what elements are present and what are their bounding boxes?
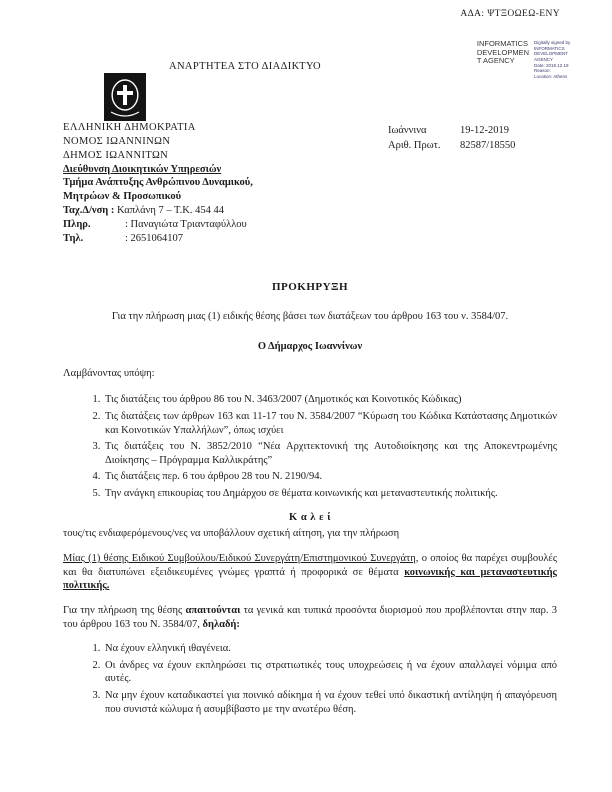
- ada-code: ΑΔΑ: ΨΤΞΟΩΕΩ-ΕΝΥ: [460, 9, 560, 19]
- sender-prefecture: ΝΟΜΟΣ ΙΩΑΝΝΙΝΩΝ: [63, 135, 171, 147]
- considering-label: Λαμβάνοντας υπόψη:: [63, 367, 155, 379]
- address-label: Ταχ.Δ/νση :: [63, 205, 115, 217]
- signature-agency-line: INFORMATICS: [476, 39, 528, 48]
- mayor-heading: Ο Δήμαρχος Ιωαννίνων: [257, 340, 363, 352]
- consideration-item: 5. Την ανάγκη επικουρίας του Δημάρχου σε θέματα κοινωνικής και μεταναστευτικής πολιτικής.: [103, 487, 557, 501]
- digital-signature-stamp: [477, 40, 586, 79]
- signature-agency-line: DEVELOPMEN: [476, 47, 529, 57]
- calls-line: τους/τις ενδιαφερόμενους/νες να υποβάλλουν σχετική αίτηση, για την πλήρωση: [63, 528, 400, 540]
- qualification-item: 1. Να έχουν ελληνική ιθαγένεια.: [103, 642, 557, 656]
- requirements-namely-segment: δηλαδή:: [202, 618, 240, 630]
- position-middle-segment: , ο οποίος θα παρέχει συμβουλές και θα διατυπώνει εξειδικευμένες γνώμες γραπτά ή προφορικά σε θέματα: [63, 552, 557, 578]
- date-protocol-block: [388, 123, 515, 153]
- considerations-list: [63, 393, 557, 500]
- sender-directorate: Διεύθυνση Διοικητικών Υπηρεσιών: [63, 163, 222, 175]
- sender-block: [63, 121, 253, 246]
- sender-department-1: Τμήμα Ανάπτυξης Ανθρώπινου Δυναμικού,: [63, 177, 253, 189]
- phone-value: : 2651064107: [125, 232, 184, 244]
- date-value: 19-12-2019: [460, 125, 509, 136]
- qualifications-list: [63, 642, 557, 716]
- contact-value: : Παναγιώτα Τριανταφύλλου: [125, 219, 247, 231]
- consideration-item: 2. Τις διατάξεις των άρθρων 163 και 11-17 του Ν. 3584/2007 “Κύρωση του Κώδικα Κατάστασης Δημοτικών και Κοινοτικών Υπαλλήλων”, όπως ισχύει: [103, 410, 557, 437]
- qualification-item: 2. Οι άνδρες να έχουν εκπληρώσει τις στρατιωτικές τους υποχρεώσεις ή να έχουν απαλλαγεί νόμιμα από αυτές.: [103, 659, 557, 686]
- signature-detail-line: DEVELOPMENT AGENCY: [534, 51, 568, 62]
- signature-agency-line: T AGENCY: [476, 56, 515, 66]
- sender-department-2: Μητρώων & Προσωπικού: [63, 191, 182, 203]
- signature-detail-line: Reason:: [534, 68, 551, 74]
- phone-label: Τηλ.: [63, 232, 84, 244]
- sender-phone-row: [63, 232, 253, 246]
- consideration-item: 4. Τις διατάξεις περ. 6 του άρθρου 28 του Ν. 2190/94.: [103, 470, 557, 484]
- signature-details: [534, 40, 586, 79]
- qualification-item: 3. Να μην έχουν καταδικαστεί για ποινικό αδίκημα ή να έχουν τεθεί υπό δικαστική αντίληψη ή απαγόρευση που συνιστά κώλυμα ή ασυμβίβαστο με την ανωτέρω θέση.: [103, 689, 557, 716]
- requirements-required-segment: απαιτούνται: [185, 604, 241, 616]
- document-body: [63, 280, 557, 726]
- protocol-label: Αριθ. Πρωτ.: [388, 140, 441, 152]
- protocol-row: [388, 138, 515, 153]
- sender-address-row: [63, 204, 253, 218]
- national-emblem-icon: [103, 72, 147, 127]
- position-policy-segment: κοινωνικής και μεταναστευτικής πολιτικής.: [63, 566, 557, 592]
- sender-municipality: ΔΗΜΟΣ ΙΩΑΝΝΙΤΩΝ: [63, 149, 169, 161]
- consideration-item: 3. Τις διατάξεις του Ν. 3852/2010 “Νέα Αρχιτεκτονική της Αυτοδιοίκησης και της Αποκεντρωμένης Διοίκησης – Πρόγραμμα Καλλικράτης”: [103, 440, 557, 467]
- contact-label: Πληρ.: [63, 219, 91, 231]
- consideration-item: 1. Τις διατάξεις του άρθρου 86 του Ν. 3463/2007 (Δημοτικός και Κοινοτικός Κώδικας): [103, 393, 557, 407]
- position-title-segment: Μίας (1) θέσης Ειδικού Συμβούλου/Ειδικού Συνεργάτη/Επιστημονικού Συνεργάτη: [63, 552, 416, 564]
- signature-detail-line: Location: Athens: [534, 73, 568, 79]
- position-paragraph: [63, 552, 557, 593]
- intro-paragraph: Για την πλήρωση μιας (1) ειδικής θέσης βάσει των διατάξεων του άρθρου 163 του ν. 3584/07.: [111, 311, 509, 323]
- address-value: Καπλάνη 7 – Τ.Κ. 454 44: [117, 205, 224, 217]
- calls-heading: Κ α λ ε ί: [289, 511, 331, 523]
- protocol-value: 82587/18550: [460, 140, 516, 152]
- city-label: Ιωάννινα: [388, 125, 427, 136]
- signature-detail-line: INFORMATICS: [534, 45, 565, 51]
- sender-contact-row: [63, 218, 253, 232]
- requirements-segment: Για την πλήρωση της θέσης: [63, 604, 186, 616]
- requirements-paragraph: [63, 604, 557, 631]
- document-title: ΠΡΟΚΗΡΥΞΗ: [271, 281, 349, 293]
- web-posting-label: ΑΝΑΡΤΗΤΕΑ ΣΤΟ ΔΙΑΔΙΚΤΥΟ: [168, 61, 322, 72]
- requirements-segment: τα γενικά και τυπικά προσόντα διορισμού που προβλέπονται στην παρ. 3 του άρθρου 163 του Ν. 3584/07,: [63, 604, 558, 630]
- sender-republic: ΕΛΛΗΝΙΚΗ ΔΗΜΟΚΡΑΤΙΑ: [63, 122, 196, 133]
- signature-detail-line: Digitally signed by: [534, 40, 571, 45]
- date-row: [388, 123, 515, 138]
- signature-detail-line: Date: 2019.12.19: [534, 62, 569, 68]
